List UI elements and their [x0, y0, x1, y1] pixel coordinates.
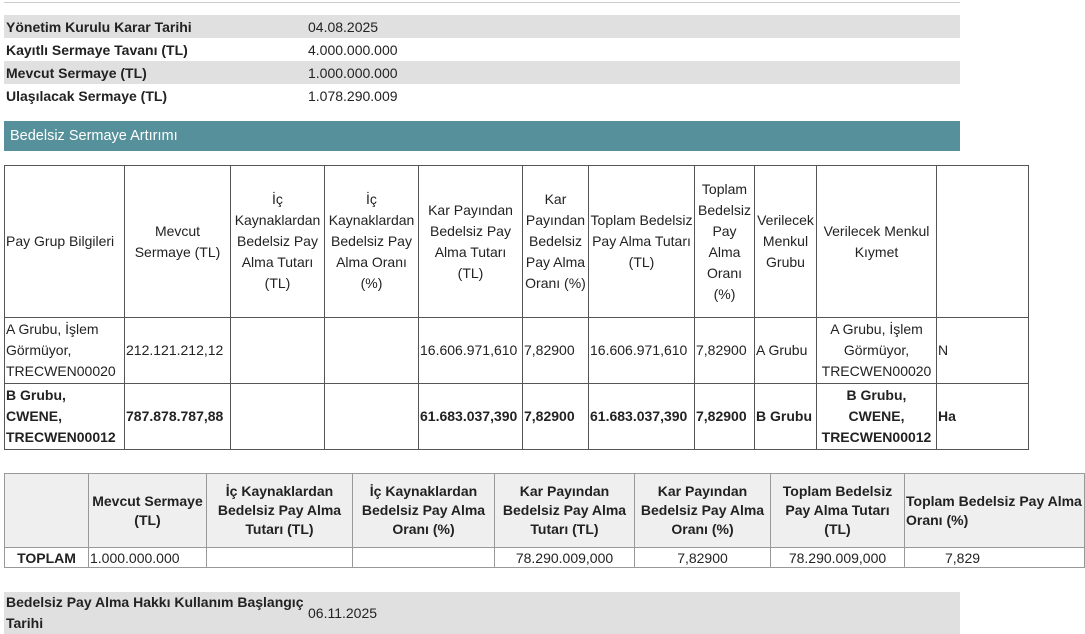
col-header: [937, 166, 1029, 318]
table-cell: 7,82900: [695, 384, 755, 450]
col-header: Pay Grup Bilgileri: [5, 166, 125, 318]
share-group-table: [4, 165, 1029, 450]
col-header: Kar Payından Bedelsiz Pay Alma Oranı (%): [523, 166, 589, 318]
table-cell: Ha: [937, 384, 1029, 450]
table-cell: 61.683.037,390: [419, 384, 523, 450]
info-value: 1.078.290.009: [308, 87, 398, 104]
table-cell: 7,82900: [695, 318, 755, 384]
info-row-target-capital: [4, 84, 960, 107]
table-cell: 61.683.037,390: [589, 384, 695, 450]
table-cell: B Grubu, CWENE, TRECWEN00012: [817, 384, 937, 450]
col-header: İç Kaynaklardan Bedelsiz Pay Alma Oranı (%): [353, 474, 495, 548]
total-table: [4, 473, 1085, 568]
info-label: Mevcut Sermaye (TL): [6, 64, 147, 81]
total-header-row: [5, 474, 1085, 548]
info-row-registered-capital: [4, 38, 960, 61]
top-divider: [4, 2, 960, 3]
table-cell: [231, 384, 325, 450]
info-label: Ulaşılacak Sermaye (TL): [6, 87, 168, 104]
table-row: [5, 384, 1029, 450]
table-cell: N: [937, 318, 1029, 384]
info-value: 4.000.000.000: [308, 41, 398, 58]
table-row: [5, 318, 1029, 384]
info-value: 06.11.2025: [308, 605, 378, 621]
table-cell: 787.878.787,88: [125, 384, 231, 450]
col-header: Kar Payından Bedelsiz Pay Alma Tutarı (TL): [419, 166, 523, 318]
table-cell: A Grubu: [755, 318, 817, 384]
table-cell: [207, 548, 353, 568]
col-header: İç Kaynaklardan Bedelsiz Pay Alma Tutarı (TL): [207, 474, 353, 548]
table-cell: [231, 318, 325, 384]
info-label: Kayıtlı Sermaye Tavanı (TL): [6, 41, 188, 58]
table-cell: 7,829: [905, 548, 1085, 568]
info-label: Bedelsiz Pay Alma Hakkı Kullanım Başlangıç Tarihi: [6, 594, 304, 631]
col-header: İç Kaynaklardan Bedelsiz Pay Alma Tutarı (TL): [231, 166, 325, 318]
col-header: Toplam Bedelsiz Pay Alma Oranı (%): [695, 166, 755, 318]
table-cell: B Grubu, CWENE, TRECWEN00012: [5, 384, 125, 450]
table-header-row: [5, 166, 1029, 318]
table-cell: A Grubu, İşlem Görmüyor, TRECWEN00020: [5, 318, 125, 384]
table-cell: 1.000.000.000: [89, 548, 207, 568]
info-row-board-date: [4, 15, 960, 38]
table-cell: 7,82900: [523, 384, 589, 450]
table-cell: 16.606.971,610: [589, 318, 695, 384]
col-header: Kar Payından Bedelsiz Pay Alma Oranı (%): [635, 474, 771, 548]
table-cell: 7,82900: [523, 318, 589, 384]
col-header: Kar Payından Bedelsiz Pay Alma Tutarı (TL): [495, 474, 635, 548]
table-cell: B Grubu: [755, 384, 817, 450]
table-cell: [353, 548, 495, 568]
info-label: Yönetim Kurulu Karar Tarihi: [6, 18, 192, 35]
col-header: İç Kaynaklardan Bedelsiz Pay Alma Oranı (%): [325, 166, 419, 318]
col-header: Toplam Bedelsiz Pay Alma Oranı (%): [905, 474, 1085, 548]
col-header: [5, 474, 89, 548]
table-cell: 16.606.971,610: [419, 318, 523, 384]
section-header: Bedelsiz Sermaye Artırımı: [4, 121, 960, 151]
info-value: 1.000.000.000: [308, 64, 398, 81]
table-cell: 7,82900: [635, 548, 771, 568]
table-cell: 78.290.009,000: [771, 548, 905, 568]
table-cell: 78.290.009,000: [495, 548, 635, 568]
col-header: Mevcut Sermaye (TL): [125, 166, 231, 318]
total-label: TOPLAM: [5, 548, 89, 568]
table-cell: A Grubu, İşlem Görmüyor, TRECWEN00020: [817, 318, 937, 384]
table-cell: 212.121.212,12: [125, 318, 231, 384]
info-row-current-capital: [4, 61, 960, 84]
col-header: Toplam Bedelsiz Pay Alma Tutarı (TL): [589, 166, 695, 318]
col-header: Toplam Bedelsiz Pay Alma Tutarı (TL): [771, 474, 905, 548]
col-header: Verilecek Menkul Grubu: [755, 166, 817, 318]
info-value: 04.08.2025: [308, 18, 379, 35]
total-row: [5, 548, 1085, 568]
info-row-usage-start-date: [4, 592, 960, 634]
table-cell: [325, 318, 419, 384]
col-header: Mevcut Sermaye (TL): [89, 474, 207, 548]
col-header: Verilecek Menkul Kıymet: [817, 166, 937, 318]
table-cell: [325, 384, 419, 450]
